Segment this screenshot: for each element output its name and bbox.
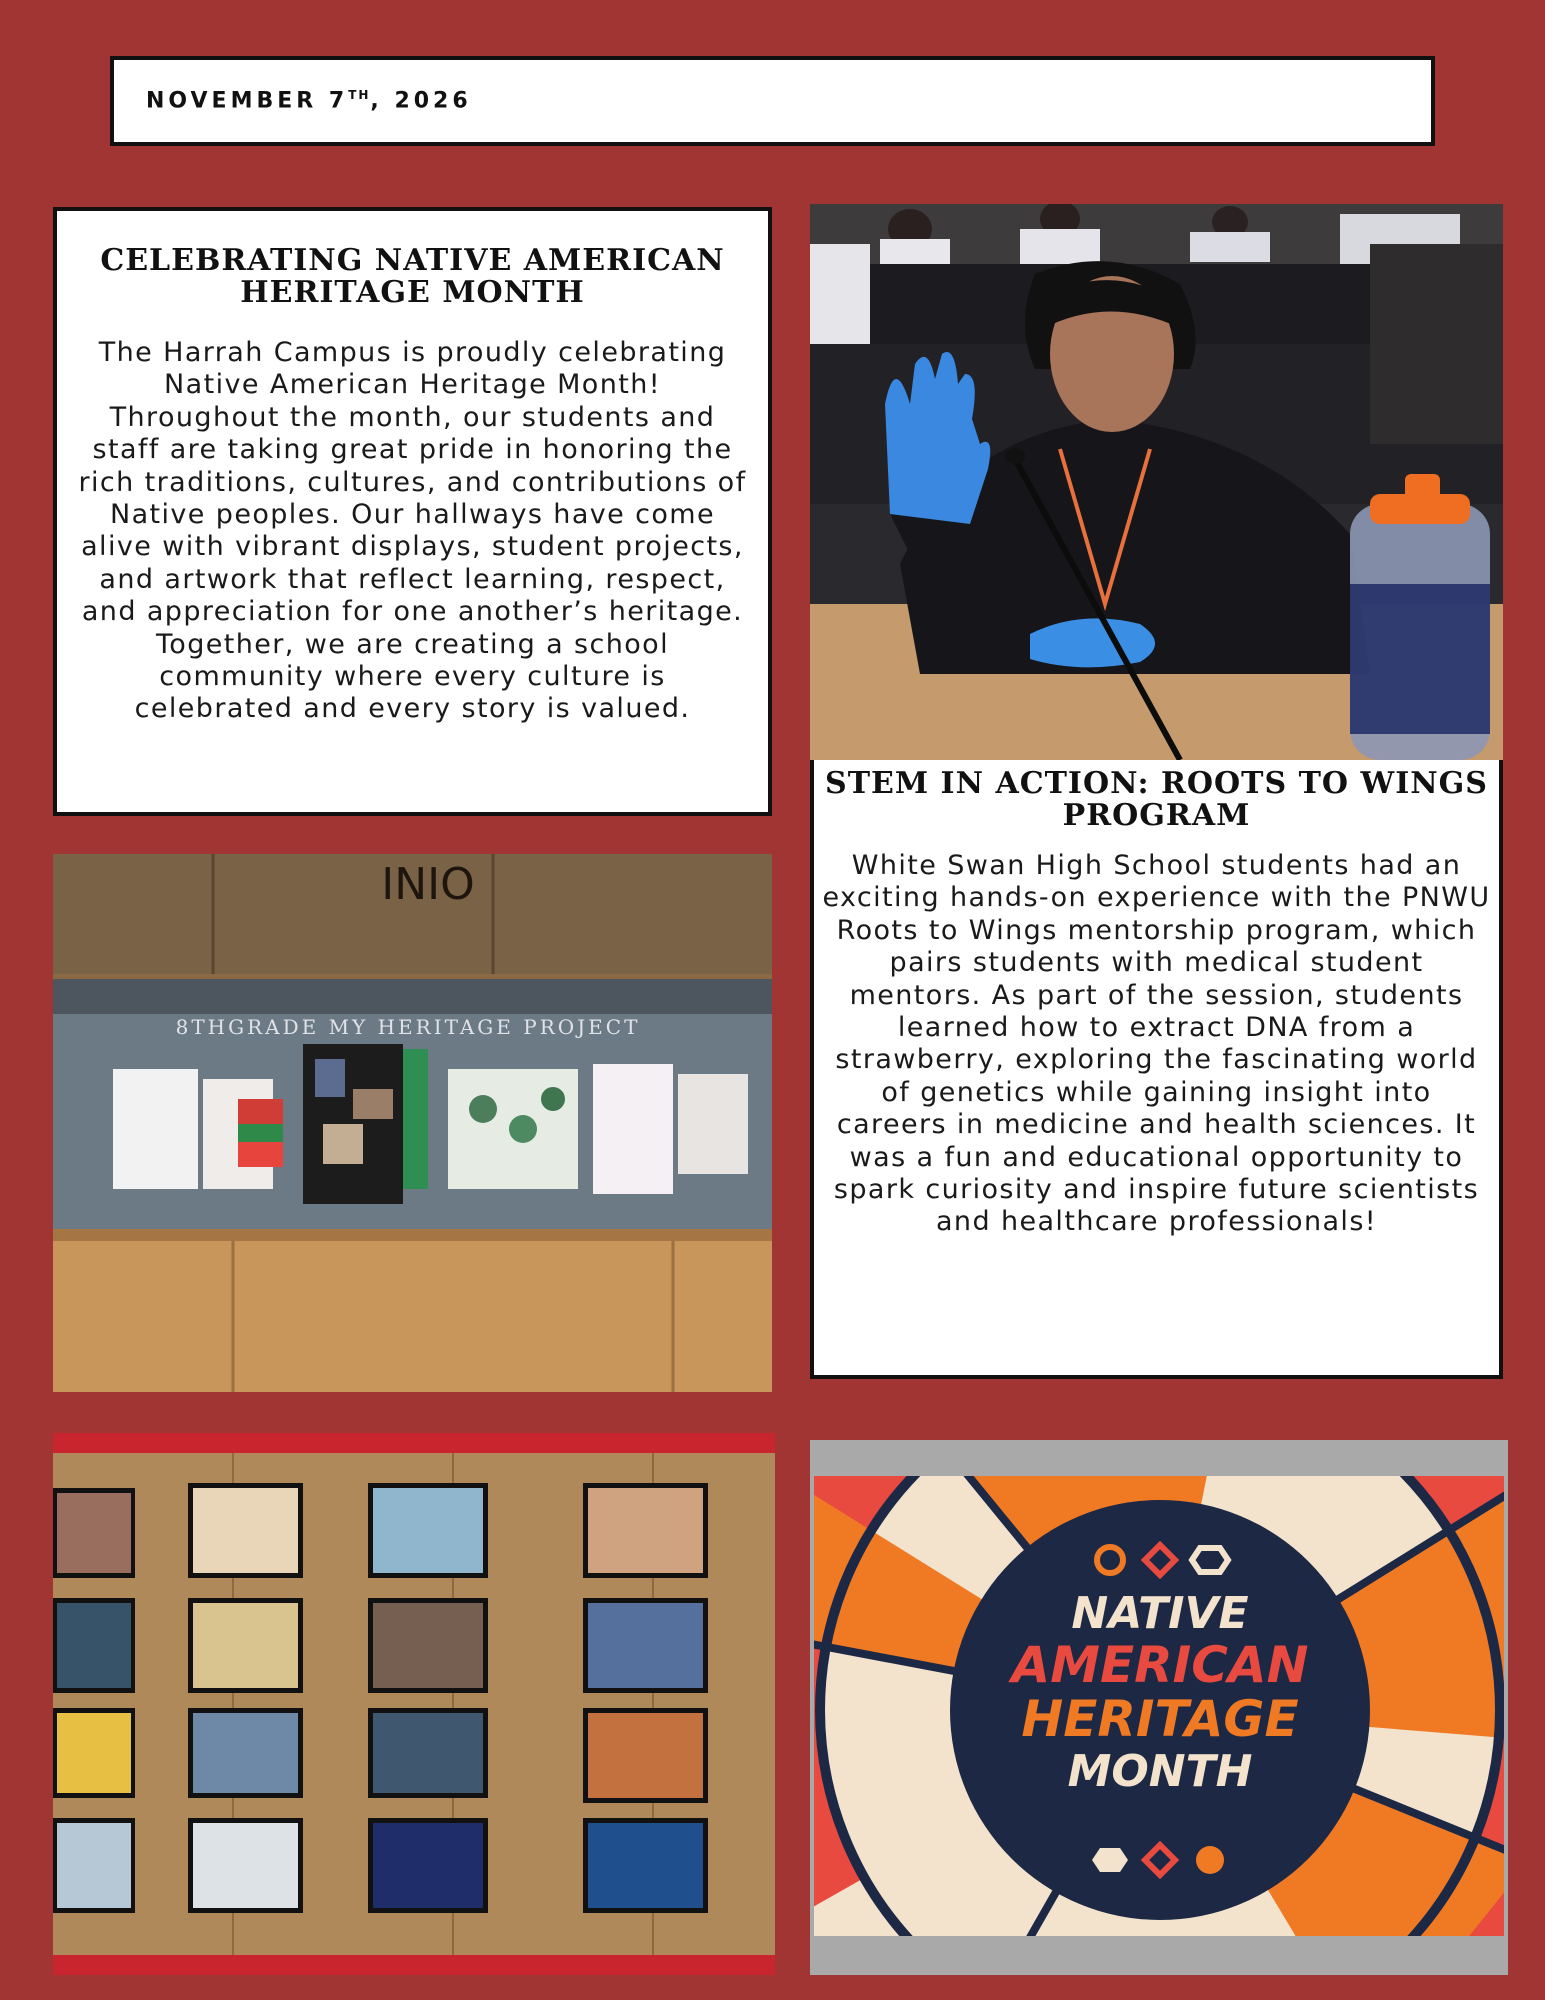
- heritage-bulletin-board-photo: [53, 1433, 775, 1975]
- banner-line-month: MONTH: [1067, 1746, 1253, 1797]
- heritage-article-card: [53, 207, 772, 816]
- issue-date: NOVEMBER 7TH, 2026: [146, 88, 472, 114]
- stem-article-card: [810, 760, 1503, 1379]
- display-case-sign: INIO: [381, 859, 475, 910]
- stem-article-title: STEM IN ACTION: ROOTS TO WINGS PROGRAM: [825, 766, 1488, 833]
- date-banner: [110, 56, 1435, 146]
- heritage-article-title: CELEBRATING NATIVE AMERICAN HERITAGE MONTH: [100, 243, 725, 310]
- banner-line-american: AMERICAN: [1011, 1636, 1309, 1694]
- heritage-display-case-photo: [53, 854, 772, 1392]
- heritage-article-body: The Harrah Campus is proudly celebrating Native American Heritage Month! Throughout the month, our students and staff are taking great pride in honoring the rich traditions, cultures, and contributions of Native peoples. Our hallways have come alive with vibrant displays, student projects, and artwork that reflect learning, respect, and appreciation for one another’s heritage. Together, we are creating a school community where every culture is celebrated and every story is valued.: [78, 337, 747, 725]
- stem-article-body: White Swan High School students had an exciting hands-on experience with the PNWU Roots to Wings mentorship program, which pairs students with medical student mentors. As part of the session, students learned how to extract DNA from a strawberry, exploring the fascinating world of genetics while gaining insight into careers in medicine and health sciences. It was a fun and educational opportunity to spark curiosity and inspire future scientists and healthcare professionals!: [822, 850, 1491, 1238]
- banner-line-native: NATIVE: [1071, 1588, 1249, 1639]
- display-case-banner: 8THGRADE MY HERITAGE PROJECT: [175, 1015, 641, 1039]
- student-photo: [810, 204, 1503, 760]
- banner-line-heritage: HERITAGE: [1021, 1690, 1299, 1748]
- heritage-month-banner-photo: [810, 1440, 1508, 1975]
